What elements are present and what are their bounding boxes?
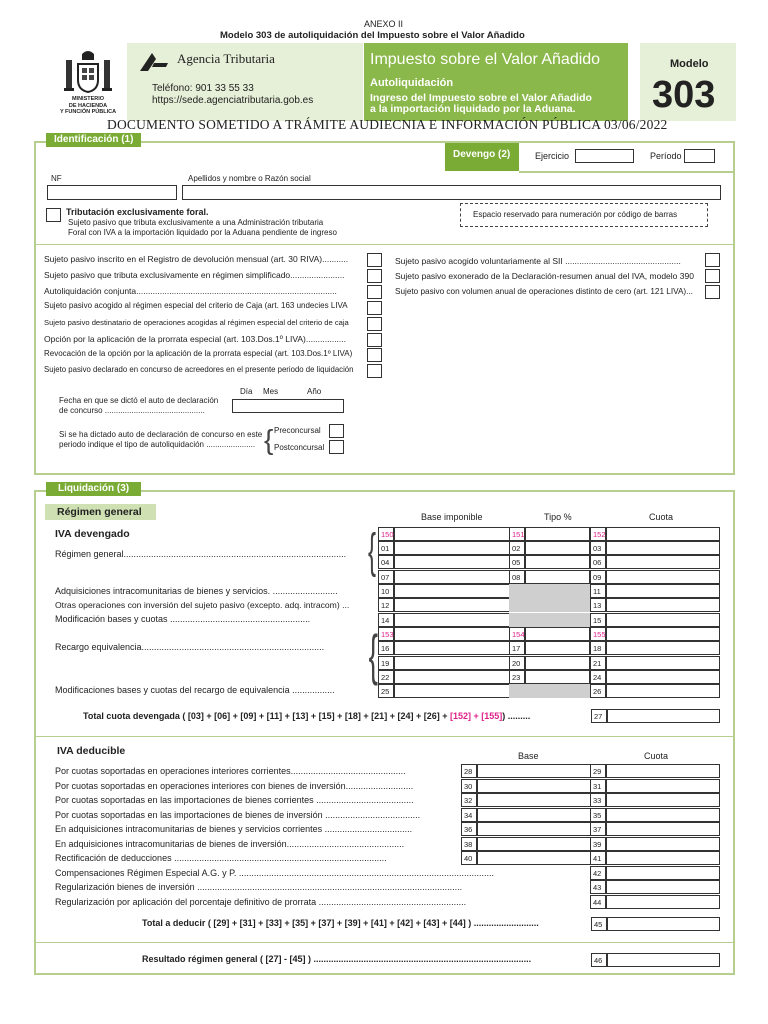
ministry-line-1: MINISTERIO	[71, 96, 105, 102]
box-14-number: 14	[378, 613, 394, 627]
box-155-input[interactable]	[606, 627, 720, 641]
box-43-number: 43	[590, 880, 606, 894]
box-40-input[interactable]	[477, 851, 591, 865]
box-01-number: 01	[378, 541, 394, 555]
box-30-number: 30	[461, 779, 477, 793]
box-19-input[interactable]	[394, 656, 510, 670]
box-24-input[interactable]	[606, 670, 720, 684]
box-09-input[interactable]	[606, 570, 720, 584]
box-37-number: 37	[590, 822, 606, 836]
fecha-auto-input[interactable]	[232, 399, 344, 413]
box-05-number: 05	[509, 555, 525, 569]
brace-icon: {	[264, 424, 274, 455]
nif-input[interactable]	[47, 185, 177, 200]
ejercicio-label: Ejercicio	[535, 151, 570, 161]
box-24-number: 24	[590, 670, 606, 684]
check-label-autoliquidacion-conjunta: Autoliquidación conjunta.....................................................................................	[44, 286, 337, 296]
box-154-input[interactable]	[525, 627, 590, 641]
divider	[36, 736, 733, 737]
deducible-row-label: Regularización bienes de inversión ..........................................................................................................	[55, 882, 463, 892]
banner-desc-1: Ingreso del Impuesto sobre el Valor Añadido	[370, 92, 592, 104]
box-06-number: 06	[590, 555, 606, 569]
box-17-number: 17	[509, 641, 525, 655]
box-32-input[interactable]	[477, 793, 591, 807]
box-13-number: 13	[590, 598, 606, 612]
disabled-cell	[509, 684, 590, 698]
box-10-number: 10	[378, 584, 394, 598]
check-label-exonerado-390: Sujeto pasivo exonerado de la Declaración-resumen anual del IVA, modelo 390	[395, 271, 694, 281]
box-26-number: 26	[590, 684, 606, 698]
box-25-number: 25	[378, 684, 394, 698]
box-45-number: 45	[591, 917, 607, 931]
modificacion-bases-label: Modificación bases y cuotas ........................................................	[55, 614, 311, 624]
check-label-devolucion-mensual: Sujeto pasivo inscrito en el Registro de devolución mensual (art. 30 RIVA)...........	[44, 254, 349, 264]
ministry-line-3: Y FUNCIÓN PÚBLICA	[59, 109, 117, 115]
box-29-number: 29	[590, 764, 606, 778]
anio-label: Año	[307, 387, 322, 396]
public-notice: DOCUMENTO SOMETIDO A TRÁMITE AUDIECNIA E INFORMACIÓN PÚBLICA 03/06/2022	[107, 117, 668, 132]
agencia-tributaria-logo-icon	[138, 51, 170, 73]
box-12-input[interactable]	[394, 598, 510, 612]
col-cuota: Cuota	[649, 512, 674, 522]
box-32-number: 32	[461, 793, 477, 807]
box-150-number: 150	[378, 527, 394, 541]
col-tipo: Tipo %	[544, 512, 572, 522]
fecha-auto-label-2: de concurso .............................................	[59, 406, 205, 415]
deducible-row-label: En adquisiciones intracomunitarias de bienes y servicios corrientes ...................................	[55, 824, 413, 834]
box-17-input[interactable]	[525, 641, 590, 655]
deducible-row-label: Por cuotas soportadas en las importaciones de bienes corrientes .......................................	[55, 795, 414, 805]
box-08-number: 08	[509, 570, 525, 584]
check-label-volumen-operaciones: Sujeto pasivo con volumen anual de operaciones distinto de cero (art. 121 LIVA)...	[395, 287, 693, 296]
box-39-input[interactable]	[606, 837, 720, 851]
disabled-cell	[509, 613, 590, 627]
devolucion-mensual-checkbox[interactable]	[367, 253, 382, 267]
box-16-input[interactable]	[394, 641, 510, 655]
check-label-concurso-acreedores: Sujeto pasivo declarado en concurso de acreedores en el presente periodo de liquidación	[44, 365, 354, 374]
box-04-input[interactable]	[394, 555, 510, 569]
agency-phone: Teléfono: 901 33 55 33	[152, 83, 254, 94]
form-title: Modelo 303 de autoliquidación del Impuesto sobre el Valor Añadido	[220, 30, 525, 41]
total-devengada-special: [152] + [155]	[449, 711, 503, 721]
postconcursal-label: Postconcursal	[274, 443, 325, 452]
liquidacion-tab: Liquidación (3)	[46, 482, 141, 496]
deducible-row-label: Por cuotas soportadas en las importaciones de bienes de inversión ......................................	[55, 810, 421, 820]
box-08-input[interactable]	[525, 570, 590, 584]
box-11-input[interactable]	[606, 584, 720, 598]
box-45-input[interactable]	[607, 917, 720, 931]
revocacion-prorrata-checkbox[interactable]	[367, 348, 382, 362]
postconcursal-checkbox[interactable]	[329, 440, 344, 454]
agency-name: Agencia Tributaria	[177, 51, 275, 66]
col-base-imponible: Base imponible	[421, 512, 483, 522]
box-151-input[interactable]	[525, 527, 590, 541]
brace-recargo-icon: {	[368, 623, 379, 686]
box-18-input[interactable]	[606, 641, 720, 655]
criterio-caja-checkbox[interactable]	[367, 301, 382, 315]
col-base-deducible: Base	[518, 751, 539, 761]
box-27-number: 27	[591, 709, 607, 723]
identificacion-tab: Identificación (1)	[46, 133, 141, 147]
box-20-number: 20	[509, 656, 525, 670]
box-01-input[interactable]	[394, 541, 510, 555]
barcode-area: Espacio reservado para numeración por código de barras	[460, 203, 708, 227]
box-06-input[interactable]	[606, 555, 720, 569]
tipo-autoliquidacion-label-1: Si se ha dictado auto de declaración de concurso en este	[59, 430, 263, 439]
box-03-input[interactable]	[606, 541, 720, 555]
tipo-autoliquidacion-label-2: periodo indique el tipo de autoliquidación ......................	[59, 440, 256, 449]
recargo-equivalencia-label: Recargo equivalencia.........................................................................	[55, 642, 325, 652]
box-41-number: 41	[590, 851, 606, 865]
banner-title: Impuesto sobre el Valor Añadido	[370, 51, 601, 68]
deducible-row-label: Por cuotas soportadas en operaciones interiores corrientes..............................................	[55, 766, 406, 776]
box-04-number: 04	[378, 555, 394, 569]
box-23-number: 23	[509, 670, 525, 684]
periodo-label: Período	[650, 151, 682, 161]
box-16-number: 16	[378, 641, 394, 655]
disabled-cell	[509, 584, 590, 598]
box-153-number: 153	[378, 627, 394, 641]
box-41-input[interactable]	[606, 851, 720, 865]
box-37-input[interactable]	[606, 822, 720, 836]
box-03-number: 03	[590, 541, 606, 555]
box-11-number: 11	[590, 584, 606, 598]
box-14-input[interactable]	[394, 613, 510, 627]
box-42-number: 42	[590, 866, 606, 880]
box-05-input[interactable]	[525, 555, 590, 569]
col-cuota-deducible: Cuota	[644, 751, 669, 761]
divider	[36, 942, 733, 943]
box-35-number: 35	[590, 808, 606, 822]
box-15-input[interactable]	[606, 613, 720, 627]
adquisiciones-label: Adquisiciones intracomunitarias de bienes y servicios. ..........................	[55, 586, 338, 596]
preconcursal-checkbox[interactable]	[329, 424, 344, 438]
regimen-general-header: Régimen general	[45, 504, 156, 520]
iva-devengado-title: IVA devengado	[55, 528, 130, 540]
box-21-input[interactable]	[606, 656, 720, 670]
banner-subtitle: Autoliquidación	[370, 77, 454, 89]
box-10-input[interactable]	[394, 584, 510, 598]
box-02-input[interactable]	[525, 541, 590, 555]
nif-label: NF	[51, 174, 62, 183]
devengo-tab: Devengo (2)	[445, 143, 519, 171]
deducible-row-label: Compensaciones Régimen Especial A.G. y P. ......................................................................................................	[55, 868, 494, 878]
mod-recargo-label: Modificaciones bases y cuotas del recargo de equivalencia .................	[55, 685, 335, 695]
total-devengada-end: ) .........	[502, 711, 531, 721]
box-152-input[interactable]	[606, 527, 720, 541]
ministry-name	[53, 96, 123, 116]
box-18-number: 18	[590, 641, 606, 655]
fecha-auto-label-1: Fecha en que se dictó el auto de declaración	[59, 396, 219, 405]
tributacion-foral-checkbox[interactable]	[46, 208, 61, 222]
box-33-input[interactable]	[606, 793, 720, 807]
razon-social-input[interactable]	[182, 185, 721, 200]
box-33-number: 33	[590, 793, 606, 807]
anexo-label: ANEXO II	[364, 19, 404, 29]
box-155-number: 155	[590, 627, 606, 641]
total-devengada-text: Total cuota devengada ( [03] + [06] + [09] + [11] + [13] + [15] + [18] + [21] + [24] + [26] +	[83, 711, 450, 721]
periodo-input[interactable]	[684, 149, 715, 163]
box-36-number: 36	[461, 822, 477, 836]
box-39-number: 39	[590, 837, 606, 851]
divider	[36, 244, 733, 245]
box-21-number: 21	[590, 656, 606, 670]
exonerado-390-checkbox[interactable]	[705, 269, 720, 283]
volumen-operaciones-checkbox[interactable]	[705, 285, 720, 299]
box-19-number: 19	[378, 656, 394, 670]
disabled-cell	[509, 598, 590, 612]
concurso-acreedores-checkbox[interactable]	[367, 364, 382, 378]
total-deducir-label: Total a deducir ( [29] + [31] + [33] + [35] + [37] + [39] + [41] + [42] + [43] + [44] ) ..........................	[142, 918, 539, 928]
check-label-sii: Sujeto pasivo acogido voluntariamente al SII .................................................	[395, 256, 681, 266]
box-07-input[interactable]	[394, 570, 510, 584]
destinatario-caja-checkbox[interactable]	[367, 317, 382, 331]
dia-label: Día	[240, 387, 253, 396]
banner-desc-2: a la importación liquidado por la Aduana.	[370, 103, 576, 115]
apellidos-label: Apellidos y nombre o Razón social	[188, 174, 311, 183]
box-46-number: 46	[591, 953, 607, 967]
box-22-input[interactable]	[394, 670, 510, 684]
box-151-number: 151	[509, 527, 525, 541]
check-label-criterio-caja: Sujeto pasivo acogido al régimen especial del criterio de Caja (art. 163 undecies LIVA	[44, 301, 348, 310]
box-28-number: 28	[461, 764, 477, 778]
check-label-destinatario-caja: Sujeto pasivo destinatario de operaciones acogidas al régimen especial del criterio de caja	[44, 318, 349, 327]
box-30-input[interactable]	[477, 779, 591, 793]
box-13-input[interactable]	[606, 598, 720, 612]
box-150-input[interactable]	[394, 527, 510, 541]
box-27-input[interactable]	[607, 709, 720, 723]
tributacion-foral-title: Tributación exclusivamente foral.	[66, 207, 209, 217]
deducible-row-label: Regularización por aplicación del porcentaje definitivo de prorrata ...........................................................	[55, 897, 467, 907]
box-23-input[interactable]	[525, 670, 590, 684]
prorrata-especial-checkbox[interactable]	[367, 333, 382, 347]
deducible-row-label: En adquisiciones intracomunitarias de bienes de inversión...............................................	[55, 839, 405, 849]
check-label-regimen-simplificado: Sujeto pasivo que tributa exclusivamente en régimen simplificado.......................	[44, 270, 345, 280]
coat-of-arms-icon	[60, 50, 116, 96]
box-44-input[interactable]	[606, 895, 720, 909]
box-40-number: 40	[461, 851, 477, 865]
box-38-number: 38	[461, 837, 477, 851]
deducible-row-label: Por cuotas soportadas en operaciones interiores con bienes de inversión...........................	[55, 781, 414, 791]
deducible-row-label: Rectificación de deducciones .....................................................................................	[55, 853, 387, 863]
box-35-input[interactable]	[606, 808, 720, 822]
box-31-number: 31	[590, 779, 606, 793]
box-22-number: 22	[378, 670, 394, 684]
box-153-input[interactable]	[394, 627, 510, 641]
regimen-general-label: Régimen general.........................................................................................	[55, 549, 347, 559]
box-31-input[interactable]	[606, 779, 720, 793]
box-36-input[interactable]	[477, 822, 591, 836]
box-42-input[interactable]	[606, 866, 720, 880]
devengo-line	[519, 171, 733, 173]
ministry-line-2: DE HACIENDA	[68, 102, 108, 109]
total-devengada-label	[83, 711, 530, 721]
box-12-number: 12	[378, 598, 394, 612]
ejercicio-input[interactable]	[575, 149, 634, 163]
box-15-number: 15	[590, 613, 606, 627]
box-28-input[interactable]	[477, 764, 591, 778]
check-label-revocacion-prorrata: Revocación de la opción por la aplicación de la prorrata especial (art. 103.Dos.1º LIVA)	[44, 349, 353, 358]
otras-operaciones-label: Otras operaciones con inversión del sujeto pasivo (excepto. adq. intracom) ...	[55, 600, 350, 610]
agency-url[interactable]: https://sede.agenciatributaria.gob.es	[152, 95, 314, 106]
box-152-number: 152	[590, 527, 606, 541]
resultado-label: Resultado régimen general ( [27] - [45] ) .......................................................................................	[142, 954, 532, 964]
box-26-input[interactable]	[606, 684, 720, 698]
modelo-number: 303	[652, 74, 716, 116]
mes-label: Mes	[263, 387, 279, 396]
iva-deducible-title: IVA deducible	[57, 745, 126, 757]
box-38-input[interactable]	[477, 837, 591, 851]
preconcursal-label: Preconcursal	[274, 426, 321, 435]
tributacion-foral-text-2: Foral con IVA a la importación liquidado por la Aduana pendiente de ingreso	[68, 228, 337, 237]
modelo-label: Modelo	[670, 58, 709, 70]
box-29-input[interactable]	[606, 764, 720, 778]
check-label-prorrata-especial: Opción por la aplicación de la prorrata especial (art. 103.Dos.1º LIVA).................	[44, 334, 347, 344]
regimen-simplificado-checkbox[interactable]	[367, 269, 382, 283]
box-154-number: 154	[509, 627, 525, 641]
box-09-number: 09	[590, 570, 606, 584]
brace-regimen-icon: {	[368, 525, 377, 578]
box-02-number: 02	[509, 541, 525, 555]
box-34-input[interactable]	[477, 808, 591, 822]
tributacion-foral-text-1: Sujeto pasivo que tributa exclusivamente a una Administración tributaria	[68, 218, 324, 227]
box-25-input[interactable]	[394, 684, 510, 698]
box-43-input[interactable]	[606, 880, 720, 894]
box-20-input[interactable]	[525, 656, 590, 670]
box-44-number: 44	[590, 895, 606, 909]
box-34-number: 34	[461, 808, 477, 822]
sii-checkbox[interactable]	[705, 253, 720, 267]
autoliquidacion-conjunta-checkbox[interactable]	[367, 285, 382, 299]
box-46-input[interactable]	[607, 953, 720, 967]
box-07-number: 07	[378, 570, 394, 584]
